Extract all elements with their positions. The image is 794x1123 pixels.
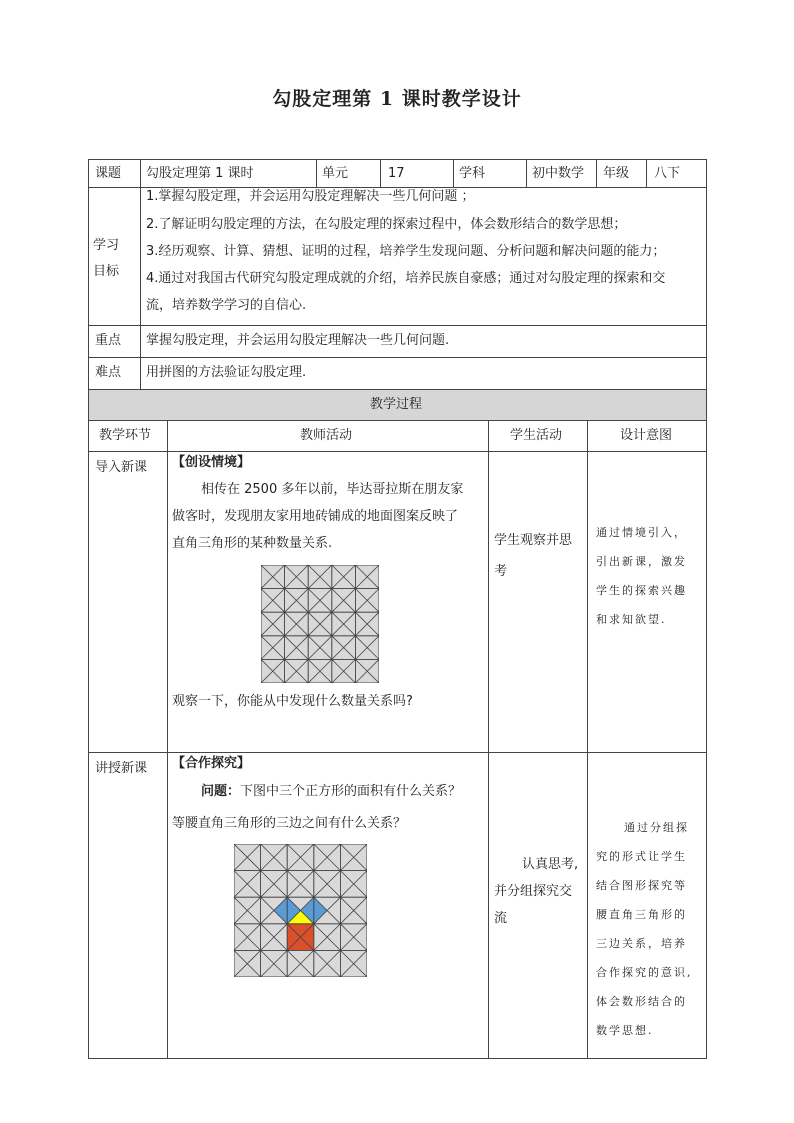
intro-line-3: 直角三角形的某种数量关系.	[172, 536, 333, 551]
goal-item-3: 3.经历观察、计算、猜想、证明的过程，培养学生发现问题、分析问题和解决问题的能力；	[146, 244, 666, 259]
new-heading: 【合作探究】	[172, 756, 251, 771]
goal-item-2: 2.了解证明勾股定理的方法，在勾股定理的探索过程中，体会数形结合的数学思想；	[146, 217, 627, 232]
intro-heading: 【创设情境】	[172, 455, 251, 470]
goal-item-4: 4.通过对我国古代研究勾股定理成就的介绍，培养民族自豪感；通过对勾股定理的探索和交	[146, 271, 666, 286]
question-label: 问题：	[201, 784, 241, 799]
grade-value: 八下	[654, 166, 681, 181]
pythagoras-square-figure	[234, 844, 367, 977]
grade-label: 年级	[603, 166, 630, 181]
intro-line-1: 相传在 2500 多年以前，毕达哥拉斯在朋友家	[201, 482, 464, 497]
col-header-student: 学生活动	[510, 428, 563, 443]
difficulty-label: 难点	[95, 365, 122, 380]
col-header-stage: 教学环节	[99, 428, 152, 443]
intro-intent: 通过情境引入， 引出新课，激发 学生的探索兴趣 和求知欲望.	[596, 526, 687, 626]
unit-label: 单元	[322, 166, 349, 181]
stage-new: 讲授新课	[95, 761, 148, 776]
new-student-line-3: 流	[494, 911, 508, 926]
goal-item-1: 1.掌握勾股定理，并会运用勾股定理解决一些几何问题 ；	[146, 189, 475, 204]
difficulty-text: 用拼图的方法验证勾股定理.	[146, 365, 307, 380]
col-header-teacher: 教师活动	[300, 428, 353, 443]
key-point-label: 重点	[95, 333, 122, 348]
new-question	[201, 784, 461, 800]
goal-item-5: 流，培养数学学习的自信心.	[146, 298, 307, 313]
subject-label: 课题	[95, 166, 122, 181]
intro-student-line-2: 考	[494, 564, 508, 579]
stage-intro: 导入新课	[95, 460, 148, 475]
new-intent: 通过分组探 究的形式让学生 结合图形探究等 腰直角三角形的 三边关系，培养 合作探究的意识, 体会数形结合的 数学思想.	[596, 821, 693, 1037]
process-header: 教学过程	[370, 397, 423, 412]
new-student-line-1: 认真思考,	[522, 857, 579, 872]
page-title: 勾股定理第 1 课时教学设计	[272, 88, 522, 110]
intro-question: 观察一下，你能从中发现什么数量关系吗?	[172, 694, 413, 709]
subject-value: 勾股定理第 1 课时	[146, 166, 254, 181]
goals-label-line2: 目标	[93, 264, 120, 279]
discipline-label: 学科	[459, 166, 486, 181]
floor-tile-figure	[261, 565, 379, 683]
question-text: 下图中三个正方形的面积有什么关系？	[240, 784, 462, 799]
col-header-intent: 设计意图	[620, 428, 673, 443]
discipline-value: 初中数学	[532, 166, 585, 181]
new-line-2: 等腰直角三角形的三边之间有什么关系？	[172, 816, 407, 831]
unit-value: 17	[388, 166, 405, 181]
key-point-text: 掌握勾股定理，并会运用勾股定理解决一些几何问题.	[146, 333, 450, 348]
intro-line-2: 做客时，发现朋友家用地砖铺成的地面图案反映了	[172, 509, 459, 524]
new-student-line-2: 并分组探究交	[494, 884, 573, 899]
goals-label-line1: 学习	[93, 238, 120, 253]
intro-student-line-1: 学生观察并思	[494, 533, 573, 548]
